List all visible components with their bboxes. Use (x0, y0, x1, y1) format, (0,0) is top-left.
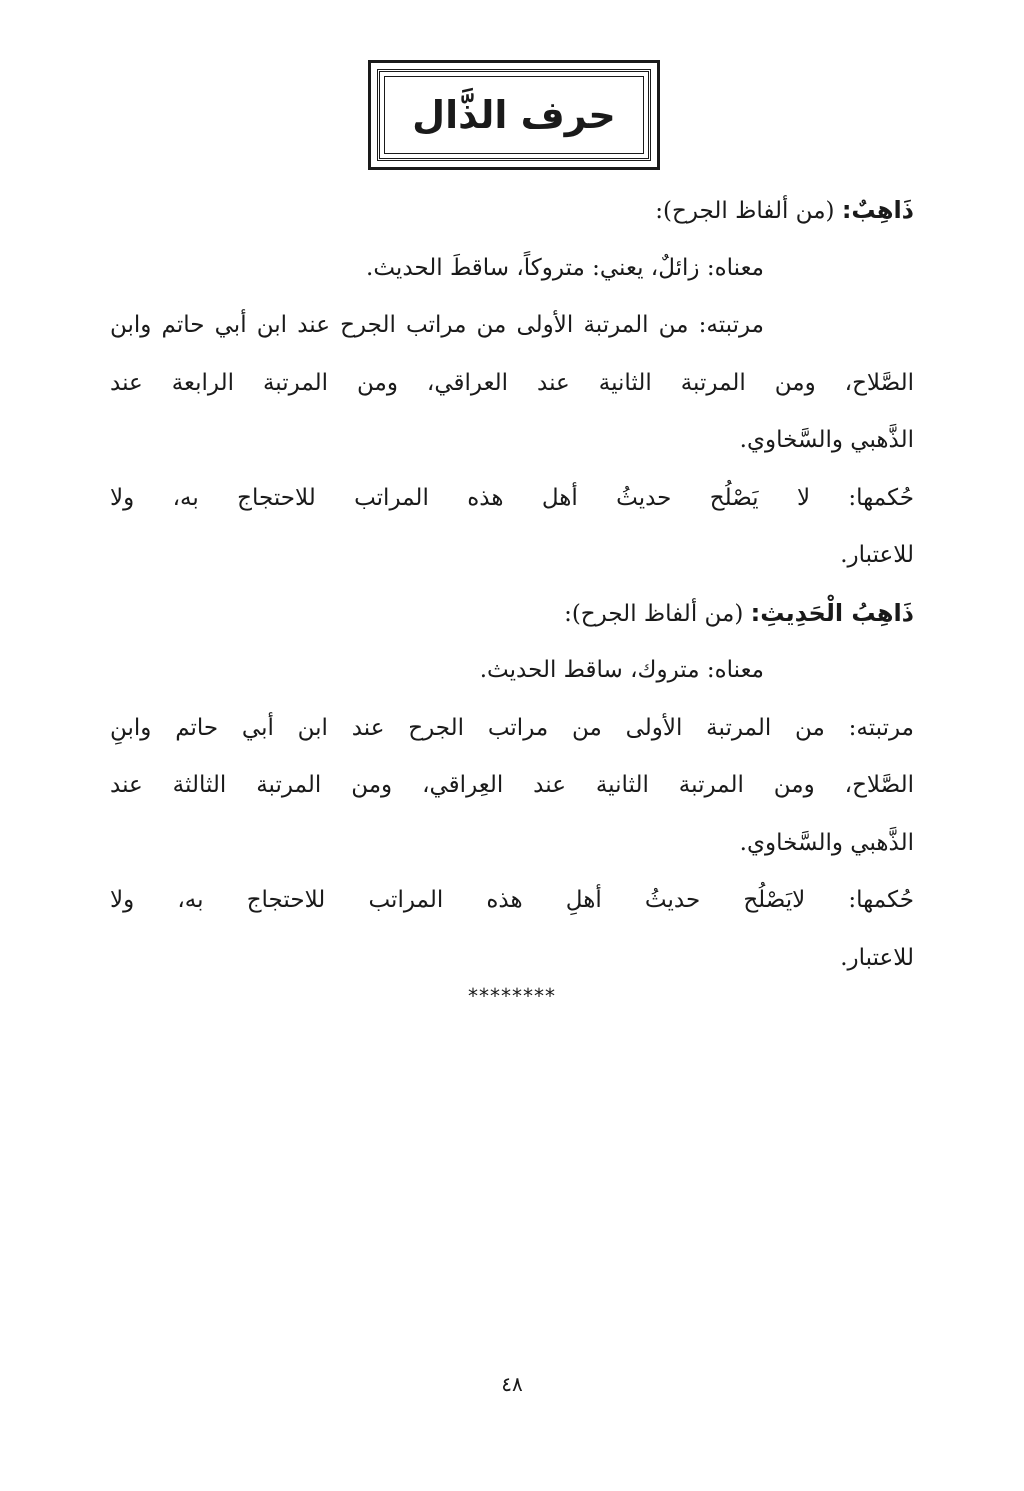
entry-rank-line: الذَّهبي والسَّخاوي. (739, 427, 914, 453)
section-separator: ******** (468, 984, 556, 1008)
entry-heading (110, 182, 914, 240)
entry-rank-line: مرتبته: من المرتبة الأولى من مراتب الجرح عند ابن أبي حاتم وابن (110, 312, 764, 338)
entry-rank-line: الذَّهبي والسَّخاوي. (739, 829, 914, 856)
chapter-title-frame (368, 60, 660, 170)
entry-ruling-line: للاعتبار. (840, 944, 914, 971)
entry-meaning: معناه: زائلٌ، يعني: متروكاً، ساقطَ الحديث. (366, 254, 764, 281)
entry-ruling-line: حُكمها: لايَصْلُح حديثُ أهلِ هذه المراتب للاحتجاج به، ولا (110, 887, 914, 913)
entry-ruling-line: حُكمها: لا يَصْلُح حديثُ أهل هذه المراتب للاحتجاج به، ولا (110, 484, 914, 511)
chapter-title-frame-inner (377, 69, 651, 161)
entry-rank-line: الصَّلاح، ومن المرتبة الثانية عند العِراقي، ومن المرتبة الثالثة عند (110, 772, 914, 798)
chapter-title-frame-core (384, 76, 644, 154)
entry-ruling-line: للاعتبار. (840, 542, 914, 568)
entry-term: ذَاهِبٌ: (841, 196, 914, 224)
page-number: ٤٨ (501, 1372, 523, 1396)
entry-category: (من ألفاظ الجرح): (564, 600, 751, 627)
entry-meaning: معناه: متروك، ساقط الحديث. (479, 657, 764, 683)
entry-term: ذَاهِبُ الْحَدِيثِ: (750, 598, 914, 627)
entry-rank-line: مرتبته: من المرتبة الأولى من مراتب الجرح عند ابن أبي حاتم وابنِ (110, 714, 914, 741)
entry-category: (من ألفاظ الجرح): (655, 198, 842, 224)
entries-body (110, 182, 914, 987)
entry-heading (110, 585, 914, 643)
chapter-title: حرف الذَّال (412, 93, 616, 137)
entry-rank-line: الصَّلاح، ومن المرتبة الثانية عند العراقي، ومن المرتبة الرابعة عند (110, 369, 914, 396)
